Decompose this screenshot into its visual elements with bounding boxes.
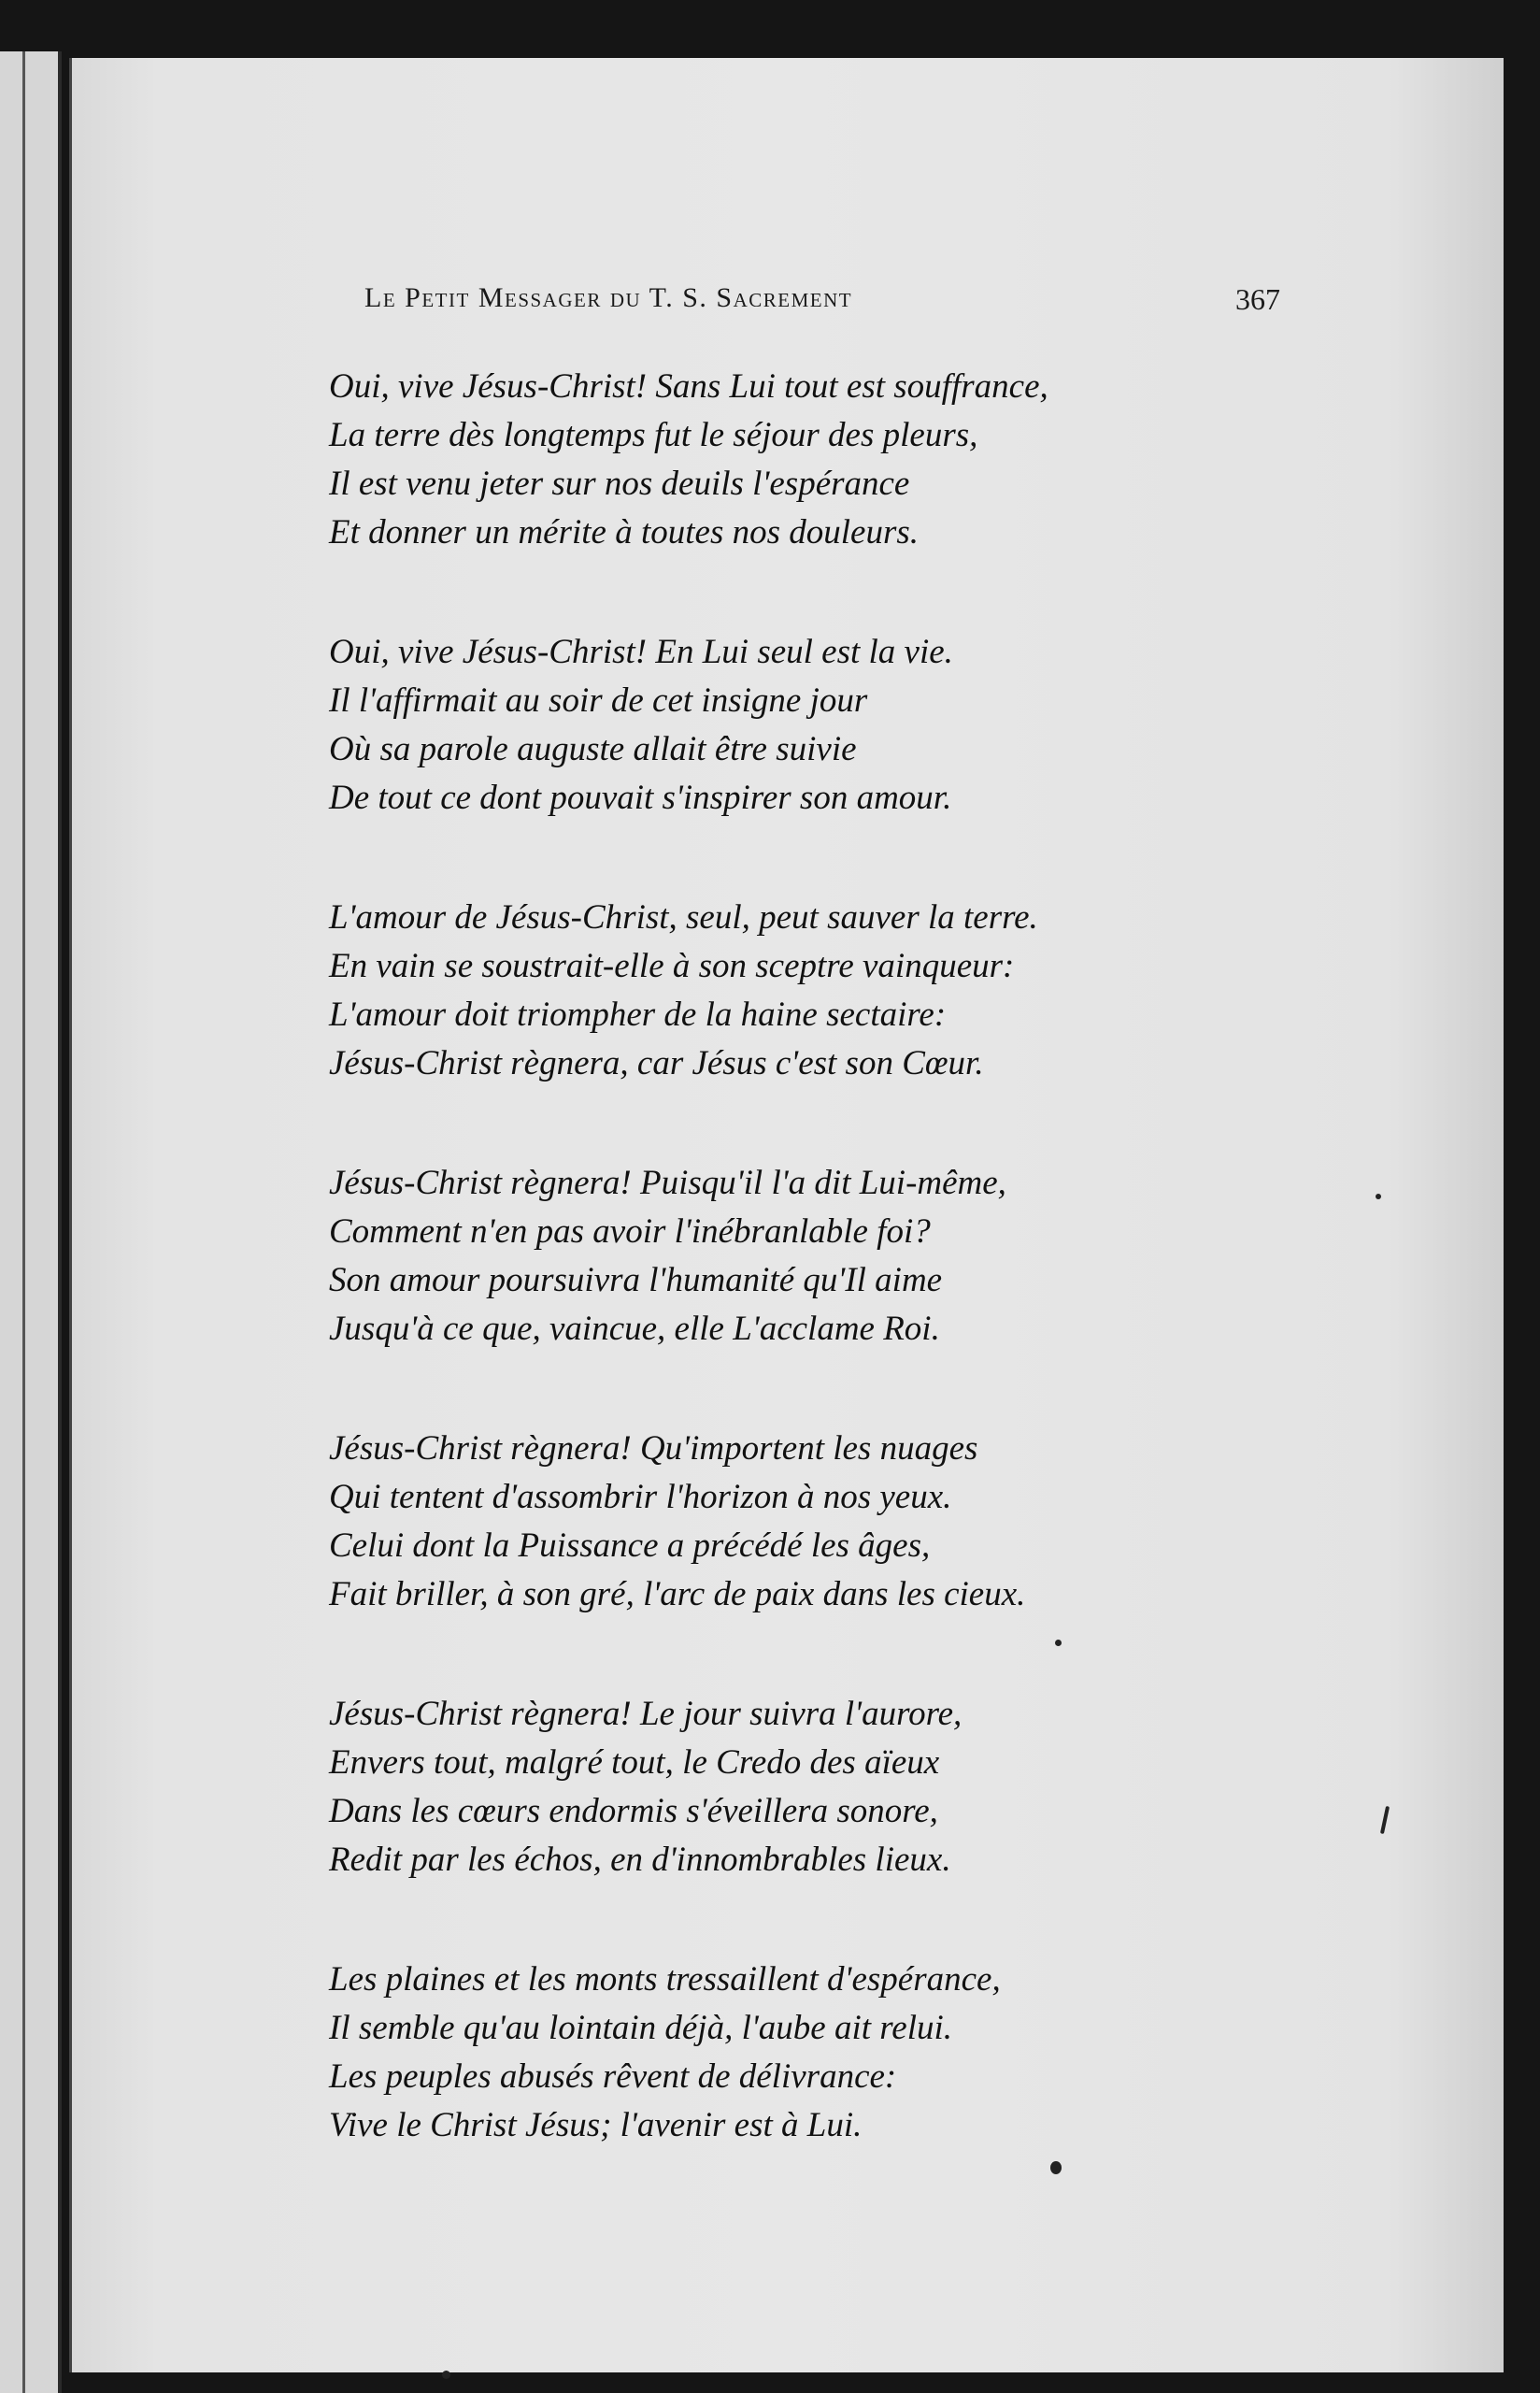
verse-line: Envers tout, malgré tout, le Credo des aïeux [329,1743,940,1782]
verse-line: Dans les cœurs endormis s'éveillera sonore, [329,1792,938,1830]
verse-line: En vain se soustrait-elle à son sceptre vainqueur: [329,947,1015,985]
verse-line: Son amour poursuivra l'humanité qu'Il aime [329,1261,943,1299]
verse-line: De tout ce dont pouvait s'inspirer son amour. [329,779,952,817]
verse-line: Les peuples abusés rêvent de délivrance: [329,2057,897,2096]
verse-line: Et donner un mérite à toutes nos douleurs. [329,513,920,552]
verse-line: Qui tentent d'assombrir l'horizon à nos yeux. [329,1478,952,1516]
running-head [364,282,1280,325]
verse-line: Il est venu jeter sur nos deuils l'espérance [329,465,910,503]
ink-speck [1376,1194,1381,1199]
ink-speck [442,2371,450,2379]
stanza [329,894,1263,1088]
verse-line: Redit par les échos, en d'innombrables lieux. [329,1841,951,1879]
verse-line: Les plaines et les monts tressaillent d'espérance, [329,1960,1001,1999]
verse-line: Il l'affirmait au soir de cet insigne jour [329,681,868,720]
verse-line: Oui, vive Jésus-Christ! Sans Lui tout est souffrance, [329,367,1048,406]
verse-line: Jésus-Christ règnera! Le jour suivra l'aurore, [329,1695,962,1733]
stanza [329,1956,1263,2150]
verse-line: Jésus-Christ règnera! Qu'importent les nuages [329,1429,978,1468]
stanza [329,1690,1263,1884]
verse-line: Vive le Christ Jésus; l'avenir est à Lui. [329,2106,863,2144]
running-head-title: Le Petit Messager du T. S. Sacrement [364,282,853,313]
verse-line: Oui, vive Jésus-Christ! En Lui seul est la vie. [329,633,953,671]
stanza [329,1425,1263,1619]
verse-line: Jésus-Christ règnera! Puisqu'il l'a dit Lui-même, [329,1164,1006,1202]
stanza [329,363,1263,557]
ink-speck [1380,1806,1390,1834]
verse-line: Comment n'en pas avoir l'inébranlable foi? [329,1212,931,1251]
page-gutter-line [22,51,25,2393]
verse-line: La terre dès longtemps fut le séjour des pleurs, [329,416,978,454]
verse-line: Jusqu'à ce que, vaincue, elle L'acclame Roi. [329,1310,940,1348]
previous-page-edge [0,51,62,2393]
stanza [329,1159,1263,1354]
verse-line: Où sa parole auguste allait être suivie [329,730,857,768]
ink-speck [1050,2161,1062,2174]
verse-line: L'amour doit triompher de la haine sectaire: [329,996,947,1034]
verse-line: Jésus-Christ règnera, car Jésus c'est son Cœur. [329,1044,984,1082]
verse-line: L'amour de Jésus-Christ, seul, peut sauver la terre. [329,898,1038,937]
verse-line: Celui dont la Puissance a précédé les âges, [329,1526,931,1565]
page-number: 367 [1235,282,1280,316]
verse-line: Fait briller, à son gré, l'arc de paix dans les cieux. [329,1575,1026,1613]
verse-line: Il semble qu'au lointain déjà, l'aube ait relui. [329,2009,953,2047]
stanza [329,628,1263,823]
poem [329,363,1263,2150]
